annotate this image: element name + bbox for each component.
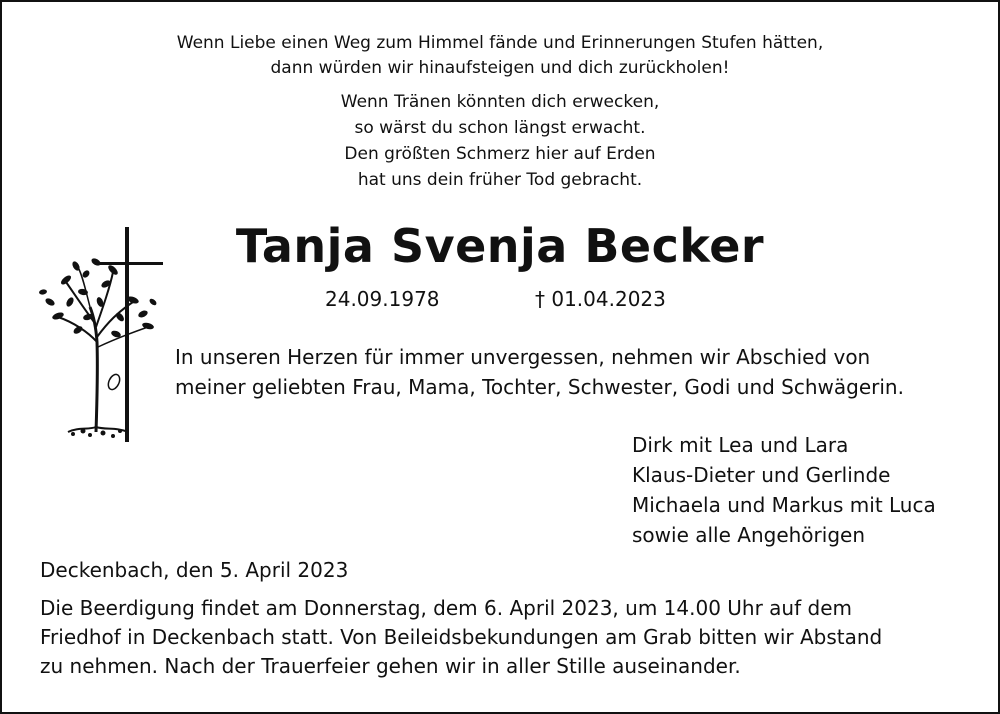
poem-line: dann würden wir hinaufsteigen und dich zurückholen! <box>270 58 730 78</box>
funeral-line: Die Beerdigung findet am Donnerstag, dem 6. April 2023, um 14.00 Uhr auf dem <box>40 596 852 620</box>
poem-stanza-2 <box>0 89 1000 193</box>
birth-date: 24.09.1978 <box>325 287 440 311</box>
funeral-notice <box>40 594 980 681</box>
poem-line: hat uns dein früher Tod gebracht. <box>357 170 643 190</box>
place-and-date: Deckenbach, den 5. April 2023 <box>40 558 349 582</box>
farewell-line: In unseren Herzen für immer unvergessen, nehmen wir Abschied von <box>175 345 871 369</box>
mourner-entry: Michaela und Markus mit Luca <box>632 493 936 517</box>
deceased-name: Tanja Svenja Becker <box>235 219 765 273</box>
funeral-line: zu nehmen. Nach der Trauerfeier gehen wir in aller Stille auseinander. <box>40 654 741 678</box>
poem-line: Wenn Tränen könnten dich erwecken, <box>340 92 660 112</box>
funeral-line: Friedhof in Deckenbach statt. Von Beileidsbekundungen am Grab bitten wir Abstand <box>40 625 883 649</box>
farewell-line: meiner geliebten Frau, Mama, Tochter, Schwester, Godi und Schwägerin. <box>175 375 904 399</box>
mourner-entry: sowie alle Angehörigen <box>632 523 865 547</box>
mourners-list <box>632 430 992 550</box>
mourner-entry: Dirk mit Lea und Lara <box>632 433 849 457</box>
poem-line: so wärst du schon längst erwacht. <box>354 118 646 138</box>
poem-line: Den größten Schmerz hier auf Erden <box>344 144 656 164</box>
poem-line: Wenn Liebe einen Weg zum Himmel fände und Erinnerungen Stufen hätten, <box>176 33 824 53</box>
farewell-text <box>175 342 975 402</box>
poem-stanza-1 <box>0 31 1000 81</box>
mourner-entry: Klaus-Dieter und Gerlinde <box>632 463 891 487</box>
death-date: † 01.04.2023 <box>535 287 666 311</box>
